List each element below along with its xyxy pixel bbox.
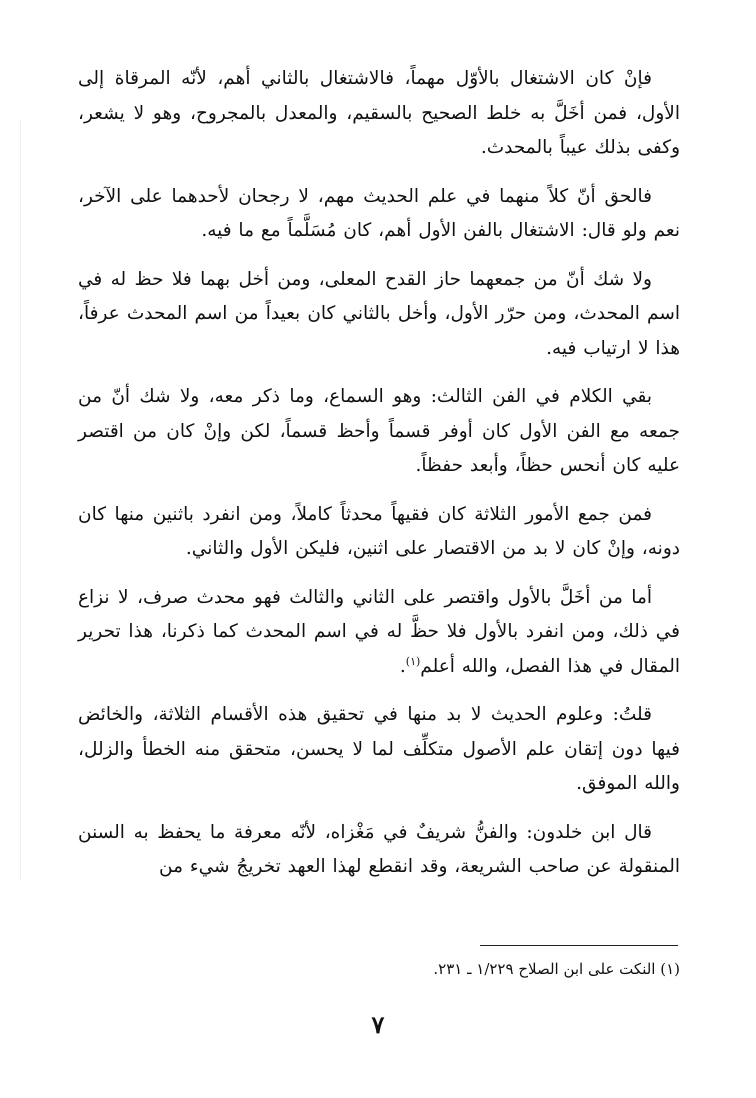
paragraph-5: فمن جمع الأمور الثلاثة كان فقيهاً محدثاً كاملاً، ومن انفرد باثنين منها كان دونه، وإنْ كان لا بد من الاقتصار على اثنين، فليكن الأول والثاني. — [78, 503, 680, 559]
paragraph-8: قال ابن خلدون: والفنُّ شريفٌ في مَغْزاه، لأنّه معرفة ما يحفظ به السنن المنقولة عن صاحب الشريعة، وقد انقطع لهذا العهد تخريجُ شيء من — [78, 821, 680, 877]
paragraph-1: فإنْ كان الاشتغال بالأوّل مهماً، فالاشتغال بالثاني أهم، لأنّه المرقاة إلى الأول، فمن أخَلَّ به خلط الصحيح بالسقيم، والمعدل بالمجروح، وهو لا يشعر، وكفى بذلك عيباً بالمحدث. — [78, 68, 680, 158]
paragraph-6 — [78, 581, 680, 685]
paragraph-6-tail: . — [399, 655, 406, 677]
paragraph-6-text: أما من أخَلَّ بالأول واقتصر على الثاني والثالث فهو محدث صرف، لا نزاع في ذلك، ومن انفرد بالأول فلا حظَّ له في اسم المحدث كما ذكرنا، هذا تحرير المقال في هذا الفصل، والله أعلم — [78, 586, 680, 677]
footnote-divider — [480, 945, 678, 946]
page-number: ٧ — [371, 1010, 385, 1039]
footnote: (١) النكت على ابن الصلاح ١/٢٢٩ ـ ٢٣١. — [433, 960, 680, 978]
scan-margin-line — [20, 120, 21, 880]
body-text — [78, 62, 680, 899]
paragraph-2: فالحق أنّ كلاً منهما في علم الحديث مهم، لا رجحان لأحدهما على الآخر، نعم ولو قال: الاشتغال بالفن الأول أهم، كان مُسَلَّماً مع ما فيه. — [78, 185, 680, 241]
footnote-reference[interactable]: (١) — [405, 654, 421, 668]
paragraph-7: قلتُ: وعلوم الحديث لا بد منها في تحقيق هذه الأقسام الثلاثة، والخائض فيها دون إتقان علم الأصول متكلِّف لما لا يحسن، متحقق منه الخطأ والزلل، والله الموفق. — [78, 704, 680, 794]
paragraph-4: بقي الكلام في الفن الثالث: وهو السماع، وما ذكر معه، ولا شك أنّ من جمعه مع الفن الأول كان أوفر قسماً وأحظ قسماً، لكن وإنْ كان من اقتصر عليه كان أنحس حظاً، وأبعد حفظاً. — [78, 386, 680, 476]
paragraph-3: ولا شك أنّ من جمعهما حاز القدح المعلى، ومن أخل بهما فلا حظ له في اسم المحدث، ومن حرّر الأول، وأخل بالثاني كان بعيداً من اسم المحدث عرفاً، هذا لا ارتياب فيه. — [78, 268, 680, 359]
